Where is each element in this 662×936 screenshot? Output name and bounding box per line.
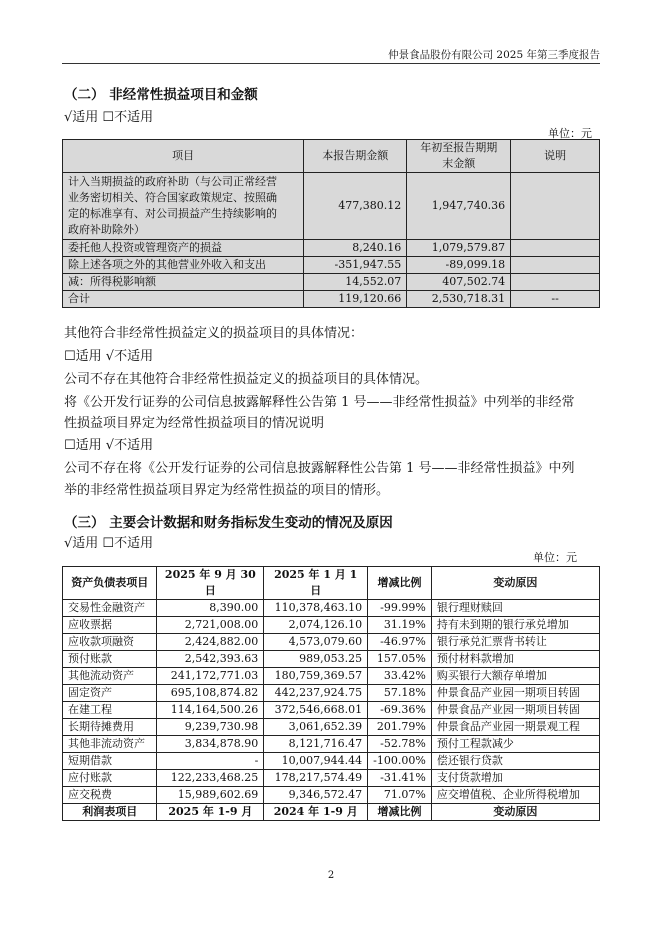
table-row (63, 668, 600, 685)
row-value-sep30: 2,542,393.63 (157, 651, 264, 668)
row-value-sep30: 8,390.00 (157, 600, 264, 617)
row-item: 应交税费 (63, 787, 157, 804)
paragraph-no-reclassification-line2: 举的非经常性损益项目界定为经常性损益的项目的情形。 (64, 483, 390, 498)
row-value-sep30: 695,108,874.82 (157, 685, 264, 702)
col-header-period-b: 2024 年 1-9 月 (264, 804, 368, 821)
col-header-date-a: 2025 年 9 月 30 日 (157, 567, 264, 600)
row-item: 预付账款 (63, 651, 157, 668)
row-value-jan1: 372,546,668.01 (264, 702, 368, 719)
row-reason: 持有未到期的银行承兑增加 (431, 617, 599, 634)
row-reason: 支付货款增加 (431, 770, 599, 787)
col-header-reason: 变动原因 (431, 567, 599, 600)
row-change: 33.42% (368, 668, 432, 685)
table-row (63, 257, 600, 274)
section-3-heading: （三） 主要会计数据和财务指标发生变动的情况及原因 (64, 515, 393, 531)
row-change: -31.41% (368, 770, 432, 787)
row-reason: 仲景食品产业园一期项目转固 (431, 702, 599, 719)
col-header-ytd-line2: 末金额 (442, 157, 476, 170)
table-header-row (63, 567, 600, 600)
table-row (63, 600, 600, 617)
row-item-line: 定的标准享有、对公司损益产生持续影响的 (68, 207, 277, 220)
row-change: -52.78% (368, 736, 432, 753)
paragraph-no-reclassification-line1: 公司不存在将《公开发行证券的公司信息披露解释性公告第 1 号——非经常性损益》中列 (64, 461, 575, 476)
row-reason: 应交增值税、企业所得税增加 (431, 787, 599, 804)
row-value-sep30: 3,834,878.90 (157, 736, 264, 753)
row-reason: 预付材料款增加 (431, 651, 599, 668)
row-change: -46.97% (368, 634, 432, 651)
paragraph-reclassification-applicable: ☐适用 √不适用 (64, 438, 154, 453)
row-item: 合计 (63, 291, 304, 308)
row-value-sep30: 114,164,500.26 (157, 702, 264, 719)
paragraph-other-items-applicable: ☐适用 √不适用 (64, 349, 154, 364)
row-value-jan1: 442,237,924.75 (264, 685, 368, 702)
row-value-jan1: 3,061,652.39 (264, 719, 368, 736)
row-value-jan1: 989,053.25 (264, 651, 368, 668)
row-ytd: 1,079,579.87 (407, 240, 511, 257)
row-item (63, 173, 304, 240)
row-change: 57.18% (368, 685, 432, 702)
row-note (511, 240, 600, 257)
row-value-sep30: 15,989,602.69 (157, 787, 264, 804)
table-row (63, 736, 600, 753)
col-header-change: 增减比例 (368, 567, 432, 600)
row-item: 减：所得税影响额 (63, 274, 304, 291)
row-value-sep30: - (157, 753, 264, 770)
row-change: -100.00% (368, 753, 432, 770)
paragraph-other-items: 其他符合非经常性损益定义的损益项目的具体情况： (64, 326, 364, 341)
row-value-jan1: 178,217,574.49 (264, 770, 368, 787)
col-header-item: 资产负债表项目 (63, 567, 157, 600)
table-header-row (63, 140, 600, 173)
row-item: 应收款项融资 (63, 634, 157, 651)
row-value-jan1: 110,378,463.10 (264, 600, 368, 617)
col-header-item: 利润表项目 (63, 804, 157, 821)
col-header-ytd-line1: 年初至报告期期 (420, 141, 498, 154)
non-recurring-gains-table (62, 139, 600, 308)
paragraph-reclassification-line1: 将《公开发行证券的公司信息披露解释性公告第 1 号——非经常性损益》中列举的非经常 (64, 395, 575, 410)
col-header-note: 说明 (511, 140, 600, 173)
table-row (63, 719, 600, 736)
section-2-applicable: √适用 ☐不适用 (64, 110, 154, 125)
row-current: 14,552.07 (304, 274, 407, 291)
row-item-line: 业务密切相关、符合国家政策规定、按照确 (68, 191, 277, 204)
row-item: 除上述各项之外的其他营业外收入和支出 (63, 257, 304, 274)
row-item: 委托他人投资或管理资产的损益 (63, 240, 304, 257)
row-current: -351,947.55 (304, 257, 407, 274)
section-2-heading: （二） 非经常性损益项目和金额 (64, 87, 258, 103)
row-item: 长期待摊费用 (63, 719, 157, 736)
row-change: -99.99% (368, 600, 432, 617)
row-value-jan1: 9,346,572.47 (264, 787, 368, 804)
row-item: 应收票据 (63, 617, 157, 634)
row-item: 其他流动资产 (63, 668, 157, 685)
row-value-jan1: 4,573,079.60 (264, 634, 368, 651)
row-change: 71.07% (368, 787, 432, 804)
header-divider (62, 63, 600, 64)
row-value-jan1: 2,074,126.10 (264, 617, 368, 634)
table-row (63, 702, 600, 719)
table-row (63, 753, 600, 770)
col-header-reason: 变动原因 (431, 804, 599, 821)
section-3-applicable: √适用 ☐不适用 (64, 536, 154, 551)
balance-sheet-changes-table (62, 566, 600, 821)
col-header-date-b: 2025 年 1 月 1 日 (264, 567, 368, 600)
row-reason: 银行承兑汇票背书转让 (431, 634, 599, 651)
table-row (63, 651, 600, 668)
row-change: 31.19% (368, 617, 432, 634)
row-ytd: 2,530,718.31 (407, 291, 511, 308)
row-reason: 预付工程款减少 (431, 736, 599, 753)
page-number: 2 (327, 870, 335, 881)
table-row (63, 173, 600, 240)
row-reason: 仲景食品产业园一期景观工程 (431, 719, 599, 736)
row-value-sep30: 122,233,468.25 (157, 770, 264, 787)
row-value-jan1: 10,007,944.44 (264, 753, 368, 770)
row-change: -69.36% (368, 702, 432, 719)
row-item: 交易性金融资产 (63, 600, 157, 617)
row-ytd: -89,099.18 (407, 257, 511, 274)
row-value-jan1: 180,759,369.57 (264, 668, 368, 685)
table-row (63, 770, 600, 787)
row-current: 119,120.66 (304, 291, 407, 308)
row-item: 在建工程 (63, 702, 157, 719)
page-header: 仲景食品股份有限公司 2025 年第三季度报告 (388, 49, 600, 61)
table-row (63, 240, 600, 257)
paragraph-reclassification-line2: 性损益项目界定为经常性损益项目的情况说明 (64, 416, 325, 431)
row-reason: 仲景食品产业园一期项目转固 (431, 685, 599, 702)
row-item: 应付账款 (63, 770, 157, 787)
row-note (511, 274, 600, 291)
row-reason: 银行理财赎回 (431, 600, 599, 617)
row-note (511, 257, 600, 274)
row-reason: 购买银行大额存单增加 (431, 668, 599, 685)
col-header-ytd (407, 140, 511, 173)
table-row (63, 787, 600, 804)
col-header-item: 项目 (63, 140, 304, 173)
col-header-current: 本报告期金额 (304, 140, 407, 173)
table-row (63, 617, 600, 634)
row-note: -- (511, 291, 600, 308)
row-value-sep30: 9,239,730.98 (157, 719, 264, 736)
table-row (63, 634, 600, 651)
row-item: 其他非流动资产 (63, 736, 157, 753)
col-header-change: 增减比例 (368, 804, 432, 821)
table-row (63, 274, 600, 291)
paragraph-no-other-items: 公司不存在其他符合非经常性损益定义的损益项目的具体情况。 (64, 372, 429, 387)
row-note (511, 173, 600, 240)
row-value-sep30: 2,721,008.00 (157, 617, 264, 634)
table-row (63, 685, 600, 702)
row-item-line: 政府补助除外） (68, 223, 145, 236)
table-total-row (63, 291, 600, 308)
row-reason: 偿还银行贷款 (431, 753, 599, 770)
row-ytd: 407,502.74 (407, 274, 511, 291)
row-ytd: 1,947,740.36 (407, 173, 511, 240)
section-2-unit: 单位：元 (548, 127, 592, 140)
row-item-line: 计入当期损益的政府补助（与公司正常经营 (68, 175, 277, 188)
row-item: 短期借款 (63, 753, 157, 770)
income-statement-header-row (63, 804, 600, 821)
row-value-sep30: 2,424,882.00 (157, 634, 264, 651)
row-value-jan1: 8,121,716.47 (264, 736, 368, 753)
section-3-unit: 单位：元 (533, 551, 577, 564)
row-change: 201.79% (368, 719, 432, 736)
row-current: 477,380.12 (304, 173, 407, 240)
col-header-period-a: 2025 年 1-9 月 (157, 804, 264, 821)
row-current: 8,240.16 (304, 240, 407, 257)
row-change: 157.05% (368, 651, 432, 668)
row-item: 固定资产 (63, 685, 157, 702)
row-value-sep30: 241,172,771.03 (157, 668, 264, 685)
